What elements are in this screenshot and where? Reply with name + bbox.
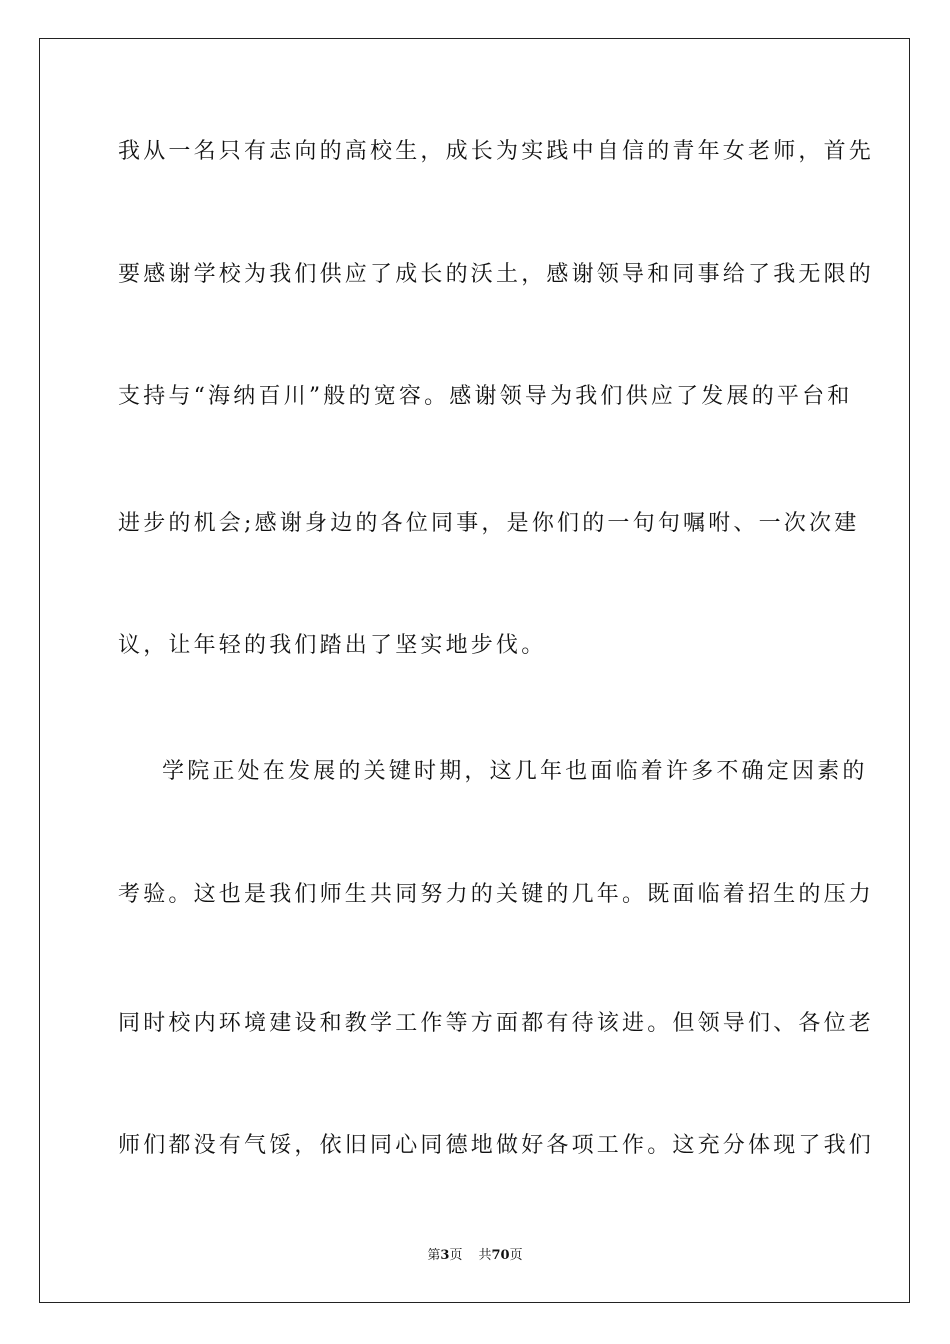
footer-page-suffix: 页 <box>449 1248 463 1263</box>
text-line: 议，让年轻的我们踏出了坚实地步伐。 <box>118 633 547 658</box>
text-line: 学院正处在发展的关键时期，这几年也面临着许多不确定因素的 <box>162 759 868 784</box>
text-line: 我从一名只有志向的高校生，成长为实践中自信的青年女老师，首先 <box>118 139 875 164</box>
text-line: 同时校内环境建设和教学工作等方面都有待该进。但领导们、各位老 <box>118 1011 875 1036</box>
footer-total-prefix: 共 <box>478 1248 492 1263</box>
footer-total-suffix: 页 <box>509 1248 523 1263</box>
footer-total-number: 70 <box>491 1248 510 1263</box>
text-line: 支持与“海纳百川”般的宽容。感谢领导为我们供应了发展的平台和 <box>118 384 853 409</box>
page-footer <box>0 1247 950 1265</box>
page-border <box>39 38 910 1303</box>
footer-page-number: 3 <box>440 1248 450 1263</box>
text-line: 考验。这也是我们师生共同努力的关键的几年。既面临着招生的压力 <box>118 882 875 907</box>
text-line: 师们都没有气馁，依旧同心同德地做好各项工作。这充分体现了我们 <box>118 1133 875 1158</box>
footer-page-prefix: 第 <box>427 1248 441 1263</box>
text-line: 要感谢学校为我们供应了成长的沃土，感谢领导和同事给了我无限的 <box>118 262 875 287</box>
text-line: 进步的机会;感谢身边的各位同事，是你们的一句句嘱咐、一次次建 <box>118 511 860 536</box>
